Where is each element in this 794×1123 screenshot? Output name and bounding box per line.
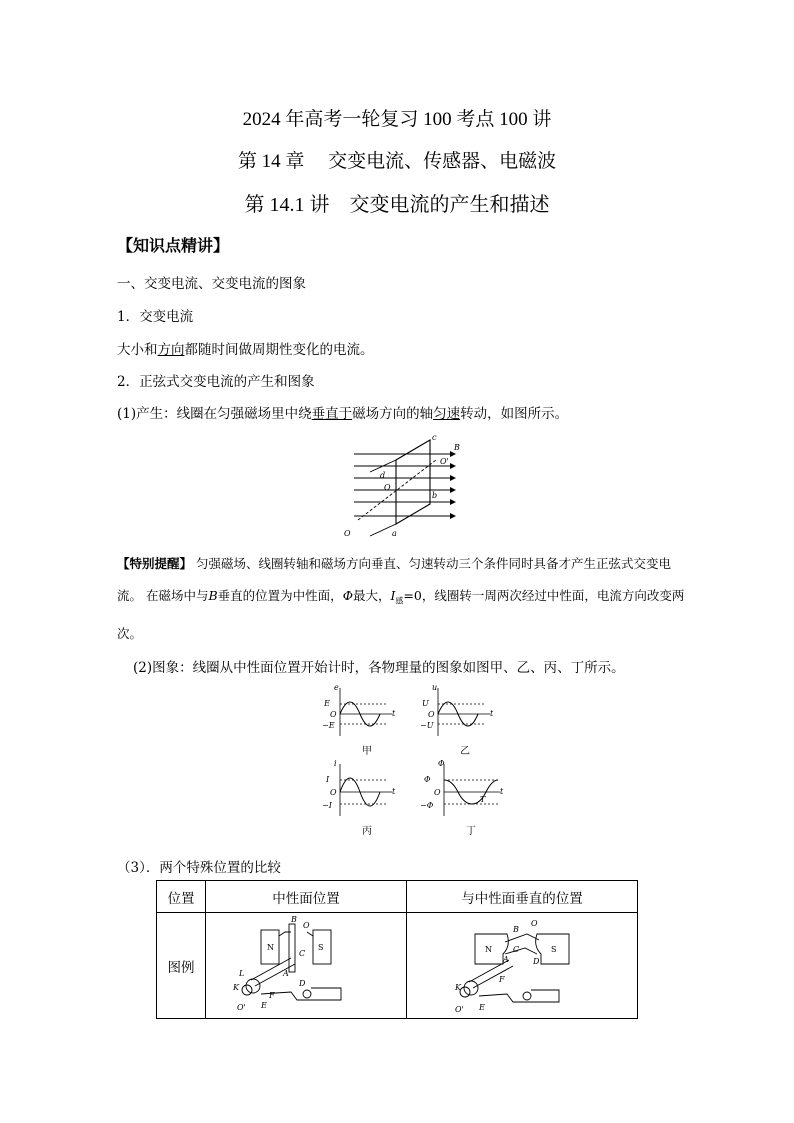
svg-text:B: B bbox=[291, 915, 297, 924]
svg-text:O: O bbox=[330, 788, 337, 797]
header-perpendicular: 与中性面垂直的位置 bbox=[407, 881, 638, 913]
svg-text:F: F bbox=[499, 975, 505, 984]
label-a: a bbox=[392, 529, 397, 538]
caption-yi: 乙 bbox=[460, 746, 470, 757]
generation-text: (1)产生：线圈在匀强磁场里中绕垂直于磁场方向的轴匀速转动，如图所示。 bbox=[117, 406, 569, 422]
svg-text:S: S bbox=[318, 943, 324, 952]
svg-text:C: C bbox=[299, 949, 306, 958]
svg-text:t: t bbox=[500, 787, 504, 796]
svg-text:B: B bbox=[513, 925, 519, 934]
svg-text:S: S bbox=[551, 945, 557, 954]
svg-text:C: C bbox=[513, 945, 520, 954]
heading-1: 一、交变电流、交变电流的图象 bbox=[117, 276, 306, 292]
caption-ding: 丁 bbox=[466, 826, 476, 837]
label-d: d bbox=[380, 471, 386, 480]
svg-text:Φ: Φ bbox=[424, 775, 431, 784]
svg-text:I: I bbox=[326, 775, 330, 784]
generator-neutral-figure bbox=[231, 914, 381, 1014]
cell-perpendicular-figure bbox=[407, 913, 638, 1019]
graph-ding bbox=[420, 760, 510, 838]
svg-text:A: A bbox=[283, 969, 289, 978]
caption-jia: 甲 bbox=[362, 746, 372, 757]
section-heading: 【知识点精讲】 bbox=[117, 236, 230, 255]
svg-text:F: F bbox=[269, 991, 275, 1000]
svg-text:E: E bbox=[324, 699, 330, 708]
svg-text:u: u bbox=[432, 684, 438, 692]
header-neutral: 中性面位置 bbox=[206, 881, 407, 913]
svg-text:t: t bbox=[392, 787, 396, 796]
caption-bing: 丙 bbox=[362, 826, 372, 837]
svg-text:Φ: Φ bbox=[438, 760, 445, 768]
svg-text:O: O bbox=[303, 921, 310, 930]
svg-text:O: O bbox=[330, 710, 337, 719]
doc-title: 2024 年高考一轮复习 100 考点 100 讲 bbox=[242, 109, 552, 130]
label-O: O bbox=[344, 529, 351, 538]
graph-description: (2)图象：线圈从中性面位置开始计时，各物理量的图象如图甲、乙、丙、丁所示。 bbox=[133, 660, 625, 676]
coil-in-field-figure bbox=[340, 432, 460, 538]
svg-text:t: t bbox=[490, 709, 494, 718]
graph-yi bbox=[420, 684, 500, 758]
definition-text: 大小和方向都随时间做周期性变化的电流。 bbox=[117, 342, 374, 358]
row-label-legend: 图例 bbox=[157, 913, 206, 1019]
svg-text:−Φ: −Φ bbox=[420, 801, 434, 810]
svg-text:L: L bbox=[239, 969, 245, 978]
cell-neutral-figure bbox=[206, 913, 407, 1019]
label-c: c bbox=[432, 433, 437, 442]
generator-perpendicular-figure bbox=[447, 914, 597, 1014]
svg-text:e: e bbox=[334, 684, 339, 692]
label-O-mid: O bbox=[384, 483, 391, 492]
label-O-prime: O' bbox=[440, 457, 449, 466]
header-position: 位置 bbox=[157, 881, 206, 913]
svg-text:A: A bbox=[503, 955, 509, 964]
svg-text:O: O bbox=[434, 788, 441, 797]
graph-bing bbox=[322, 760, 402, 838]
special-tip: 【特别提醒】 匀强磁场、线圈转轴和磁场方向垂直、匀速转动三个条件同时具备才产生正弦式交变电 流。 在磁场中与B垂直的位置为中性面，Φ最大，$I_感=0$，线圈转一周两次经过中性面，电流方向改变两 次。 bbox=[117, 556, 685, 641]
svg-text:O: O bbox=[531, 919, 538, 928]
svg-text:O': O' bbox=[455, 1005, 464, 1014]
chapter-title: 第 14 章 交变电流、传感器、电磁波 bbox=[237, 151, 557, 172]
svg-text:T: T bbox=[480, 795, 486, 804]
svg-text:D: D bbox=[533, 957, 540, 966]
svg-text:U: U bbox=[422, 699, 429, 708]
svg-text:E: E bbox=[261, 1001, 267, 1010]
svg-text:i: i bbox=[334, 760, 337, 768]
svg-text:O: O bbox=[428, 710, 435, 719]
svg-text:E: E bbox=[479, 1003, 485, 1012]
svg-text:−I: −I bbox=[322, 801, 332, 810]
label-b: b bbox=[432, 491, 438, 500]
svg-text:N: N bbox=[267, 943, 274, 952]
comparison-table bbox=[156, 880, 638, 1019]
svg-text:O': O' bbox=[237, 1003, 246, 1012]
svg-text:D: D bbox=[299, 979, 306, 988]
svg-text:−E: −E bbox=[322, 721, 335, 730]
svg-text:K: K bbox=[233, 983, 239, 992]
svg-text:t: t bbox=[392, 709, 396, 718]
svg-text:N: N bbox=[485, 945, 492, 954]
heading-1-1: 1．交变电流 bbox=[117, 309, 194, 325]
graph-jia bbox=[322, 684, 402, 758]
svg-text:−U: −U bbox=[420, 721, 434, 730]
heading-3: （3）．两个特殊位置的比较 bbox=[117, 860, 281, 876]
heading-1-2: 2．正弦式交变电流的产生和图象 bbox=[117, 374, 315, 390]
svg-text:K: K bbox=[455, 983, 461, 992]
label-B: B bbox=[454, 443, 460, 452]
lecture-title: 第 14.1 讲 交变电流的产生和描述 bbox=[244, 194, 550, 216]
